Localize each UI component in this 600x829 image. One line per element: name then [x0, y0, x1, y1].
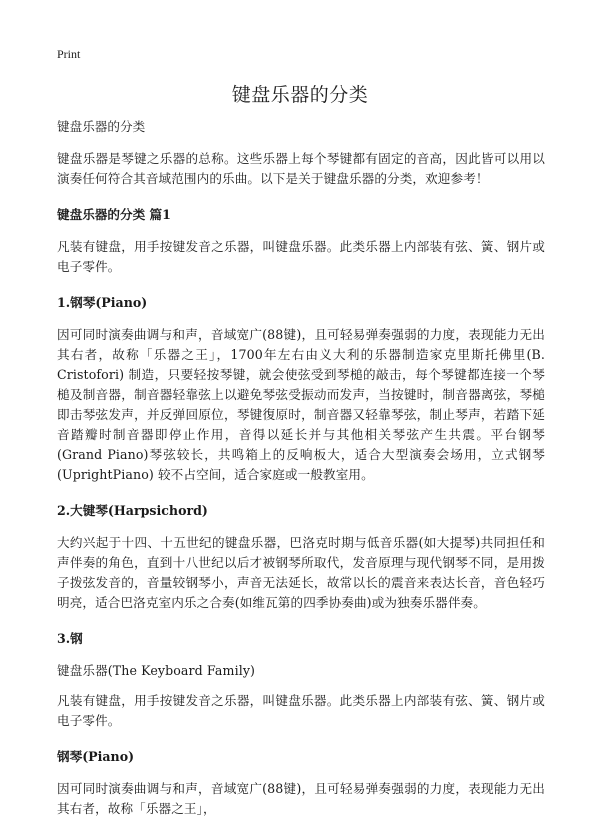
harpsichord-heading: 2.大键琴(Harpsichord)	[57, 503, 208, 518]
section3-heading: 3.钢	[57, 631, 83, 646]
keyboard-family-line: 键盘乐器(The Keyboard Family)	[57, 663, 256, 678]
section3-paragraph: 凡装有键盘，用手按键发音之乐器，叫键盘乐器。此类乐器上内部装有弦、簧、钢片或电子零件。	[57, 693, 545, 728]
intro-paragraph: 键盘乐器是琴键之乐器的总称。这些乐器上每个琴键都有固定的音高，因此皆可以用以演奏任何符合其音域范围内的乐曲。以下是关于键盘乐器的分类，欢迎参考！	[57, 151, 545, 186]
document-subtitle: 键盘乐器的分类	[57, 119, 146, 134]
piano-paragraph: 因可同时演奏曲调与和声，音域宽广(88键)，且可轻易弹奏强弱的力度，表现能力无出其右者，故称「乐器之王」，1700年左右由义大利的乐器制造家克里斯托佛里(B. Cristofori) 制造，只要轻按琴键，就会使弦受到琴槌的敲击，每个琴键都连接一个琴槌及制音器，制音器轻靠弦上以避免琴弦受振动而发声，当按键时，制音器离弦，琴槌即击琴弦发声，并反弹回原位，琴键復原时，制音器又轻靠琴弦，制止琴声，若踏下延音踏瓣时制音器即停止作用，音得以延长并与其他相关琴弦产生共震。平台钢琴(Grand Piano)琴弦较长，共鸣箱上的反响板大，适合大型演奏会场用，立式钢琴(UprightPiano) 较不占空间，适合家庭或一般教室用。	[57, 327, 545, 482]
section1-paragraph: 凡装有键盘，用手按键发音之乐器，叫键盘乐器。此类乐器上内部装有弦、簧、钢片或电子零件。	[57, 239, 545, 274]
piano-heading: 1.钢琴(Piano)	[57, 295, 148, 310]
piano2-heading: 钢琴(Piano)	[57, 749, 135, 764]
piano2-paragraph: 因可同时演奏曲调与和声，音域宽广(88键)，且可轻易弹奏强弱的力度，表现能力无出其右者，故称「乐器之王」，	[57, 781, 545, 816]
page-title: 键盘乐器的分类	[231, 84, 369, 106]
section1-heading: 键盘乐器的分类 篇1	[57, 207, 171, 222]
harpsichord-paragraph: 大约兴起于十四、十五世纪的键盘乐器，巴洛克时期与低音乐器(如大提琴)共同担任和声伴奏的角色，直到十八世纪以后才被钢琴所取代，发音原理与现代钢琴不同，是用拨子拨弦发音的，音量较钢琴小，声音无法延长，故常以长的震音来表达长音，音色轻巧明亮，适合巴洛克室内乐之合奏(如维瓦第的四季协奏曲)或为独奏乐器伴奏。	[57, 535, 545, 610]
print-link[interactable]: Print	[57, 47, 81, 61]
document-body	[57, 117, 545, 829]
